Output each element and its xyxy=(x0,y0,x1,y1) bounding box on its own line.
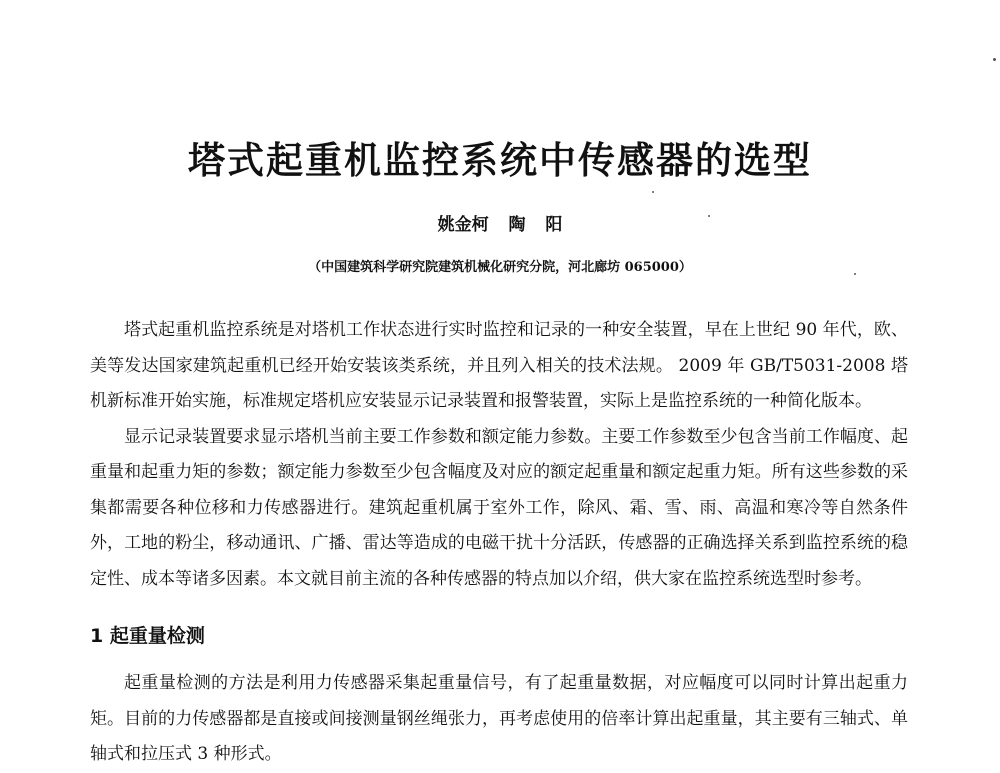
paragraph: 塔式起重机监控系统是对塔机工作状态进行实时监控和记录的一种安全装置，早在上世纪 90 年代，欧、美等发达国家建筑起重机已经开始安装该类系统，并且列入相关的技术法规。 2009 年 GB/T5031-2008 塔机新标准开始实施，标准规定塔机应安装显示记录装置和报警装置，实际上是监控系统的一种简化版本。 xyxy=(90,320,908,411)
paper-title: 塔式起重机监控系统中传感器的选型 xyxy=(188,138,812,182)
scan-speck xyxy=(993,58,996,61)
paragraph: 起重量检测的方法是利用力传感器采集起重量信号，有了起重量数据，对应幅度可以同时计算出起重力矩。目前的力传感器都是直接或间接测量钢丝绳张力，再考虑使用的倍率计算出起重量，其主要有三轴式、单轴式和拉压式 3 种形式。 xyxy=(90,673,908,764)
paragraph: 显示记录装置要求显示塔机当前主要工作参数和额定能力参数。主要工作参数至少包含当前工作幅度、起重量和起重力矩的参数；额定能力参数至少包含幅度及对应的额定起重量和额定起重力矩。所有这些参数的采集都需要各种位移和力传感器进行。建筑起重机属于室外工作，除风、霜、雪、雨、高温和寒冷等自然条件外，工地的粉尘，移动通讯、广播、雷达等造成的电磁干扰十分活跃，传感器的正确选择关系到监控系统的稳定性、成本等诸多因素。本文就目前主流的各种传感器的特点加以介绍，供大家在监控系统选型时参考。 xyxy=(90,426,908,589)
scan-speck xyxy=(652,191,654,193)
paper-affiliation: （中国建筑科学研究院建筑机械化研究分院，河北廊坊 065000） xyxy=(308,260,692,275)
scan-speck xyxy=(854,273,856,275)
section-heading: 1 起重量检测 xyxy=(90,625,205,647)
section-1-body xyxy=(90,666,908,773)
paper-authors: 姚金柯 陶 阳 xyxy=(437,215,563,235)
scan-speck xyxy=(708,215,710,217)
intro-section xyxy=(90,313,908,597)
